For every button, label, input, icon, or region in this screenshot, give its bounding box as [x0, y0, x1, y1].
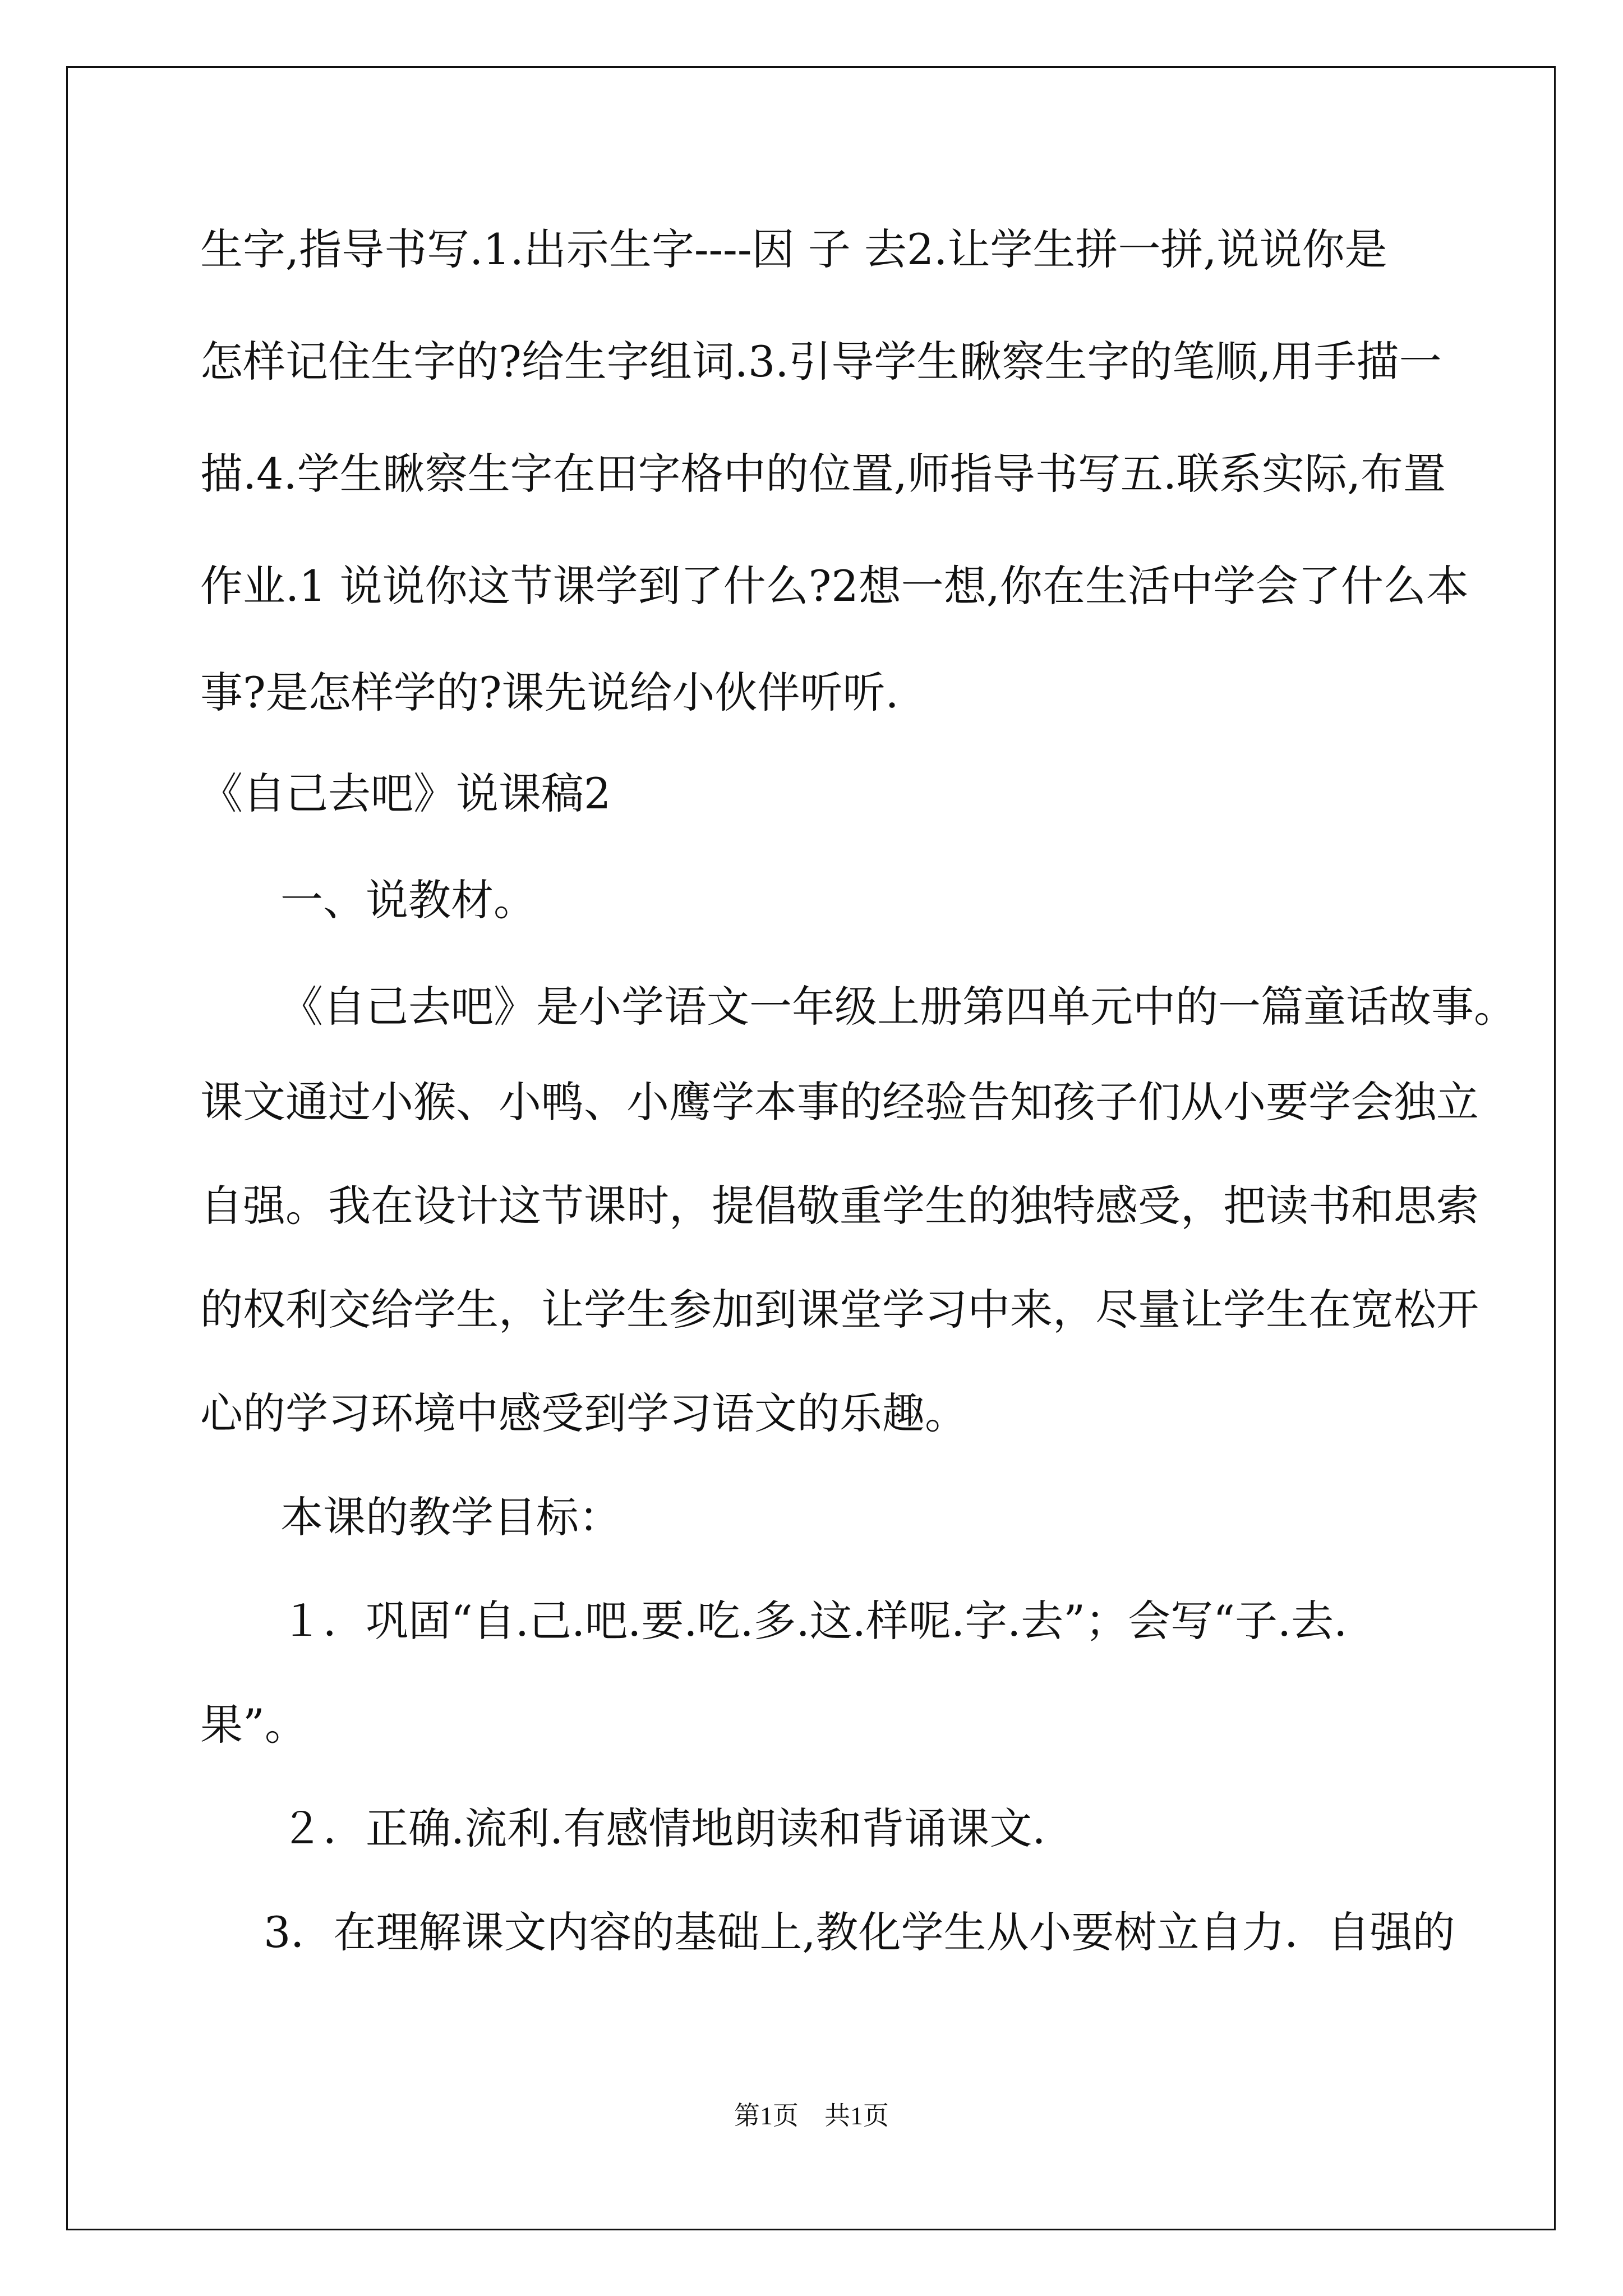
text-line-4: 作业.1 说说你这节课学到了什么?2想一想,你在生活中学会了什么本 [200, 561, 1469, 611]
page-footer: 第1页 共1页 [734, 2101, 889, 2130]
goal-item-1: １．巩固“自.己.吧.要.吃.多.这.样呢.字.去”；会写“子.去. [280, 1596, 1348, 1646]
subheading-goals: 本课的教学目标： [280, 1492, 621, 1542]
text-line-11: 的权利交给学生，让学生参加到课堂学习中来，尽量让学生在宽松开 [200, 1285, 1479, 1335]
text-line-1: 生字,指导书写.1.出示生字----因 子 去2.让学生拼一拼,说说你是 [200, 224, 1387, 274]
goal-item-2: ２．正确.流利.有感情地朗读和背诵课文. [280, 1803, 1046, 1853]
text-line-12: 心的学习环境中感受到学习语文的乐趣。 [200, 1388, 967, 1438]
goal-item-3: 3．在理解课文内容的基础上,教化学生从小要树立自力．自强的 [264, 1907, 1455, 1957]
text-line-10: 自强。我在设计这节课时，提倡敬重学生的独特感受，把读书和思索 [200, 1181, 1479, 1231]
text-line-9: 课文通过小猴、小鸭、小鹰学本事的经验告知孩子们从小要学会独立 [200, 1077, 1479, 1127]
text-line-3: 描.4.学生瞅察生字在田字格中的位置,师指导书写五.联系实际,布置 [200, 449, 1446, 499]
text-line-8: 《自己去吧》是小学语文一年级上册第四单元中的一篇童话故事。 [280, 982, 1516, 1032]
goal-item-1-continued: 果”。 [200, 1700, 307, 1750]
subheading-textbook: 一、说教材。 [280, 875, 536, 925]
text-line-2: 怎样记住生字的?给生字组词.3.引导学生瞅察生字的笔顺,用手描一 [200, 337, 1442, 386]
text-line-5: 事?是怎样学的?课先说给小伙伴听听. [200, 668, 899, 717]
section-heading: 《自己去吧》说课稿2 [200, 769, 611, 818]
